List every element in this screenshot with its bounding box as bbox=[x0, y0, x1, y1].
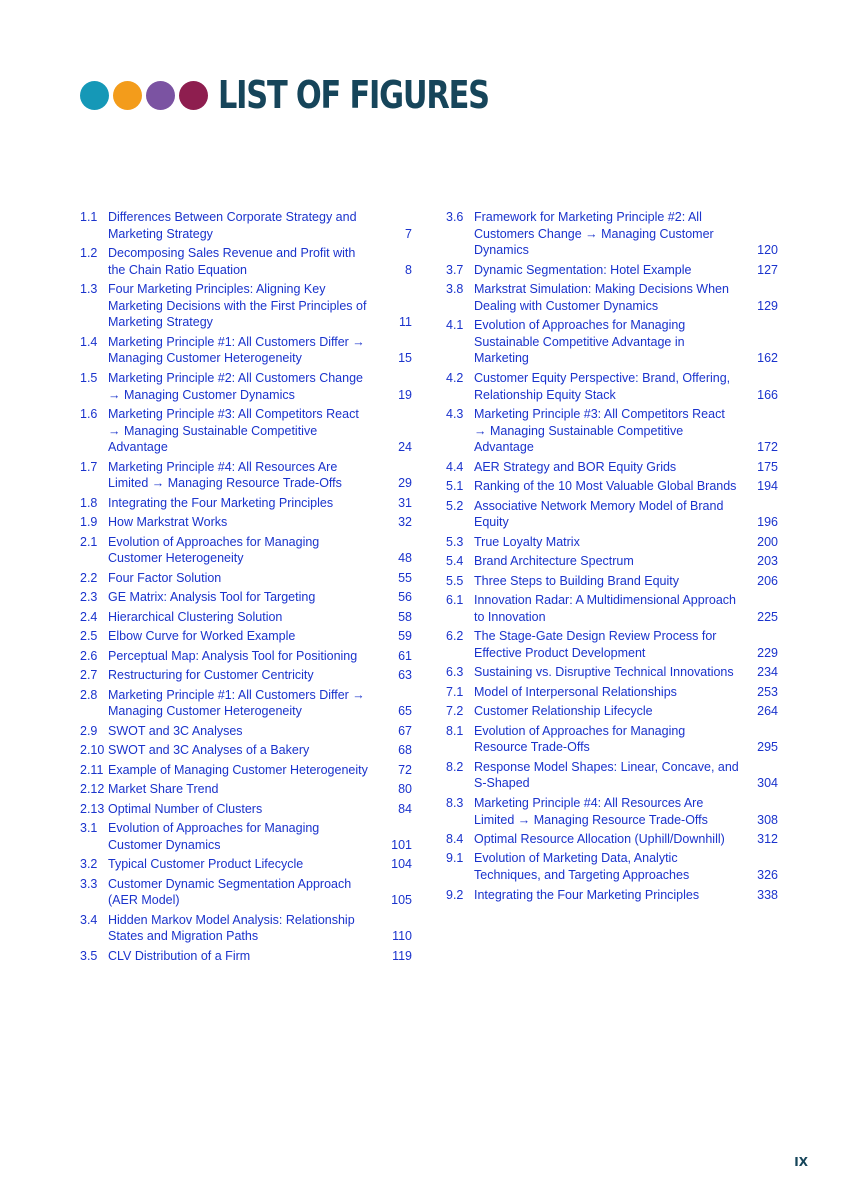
figure-number: 1.5 bbox=[80, 370, 98, 385]
figure-entry[interactable] bbox=[80, 742, 412, 759]
figure-title: Hidden Markov Model Analysis: Relationship States and Migration Paths bbox=[108, 912, 355, 944]
figure-number: 3.6 bbox=[446, 210, 464, 224]
figure-title: Customer Dynamic Segmentation Approach (AER Model) bbox=[108, 876, 352, 908]
figure-title: Integrating the Four Marketing Principles bbox=[108, 495, 334, 510]
figure-title: Markstrat Simulation: Making Decisions When Dealing with Customer Dynamics bbox=[474, 282, 729, 313]
figure-number: 3.4 bbox=[80, 912, 98, 927]
figure-entry[interactable] bbox=[80, 912, 412, 945]
figure-entry[interactable] bbox=[446, 703, 778, 720]
figure-number: 4.2 bbox=[446, 370, 464, 385]
figure-number: 2.8 bbox=[80, 687, 98, 702]
figure-entry[interactable] bbox=[80, 209, 412, 242]
figure-entry[interactable] bbox=[80, 589, 412, 606]
figure-page: 48 bbox=[398, 551, 412, 566]
figure-page: 61 bbox=[398, 648, 412, 663]
figure-number: 4.4 bbox=[446, 459, 464, 474]
figure-title: Hierarchical Clustering Solution bbox=[108, 609, 283, 624]
figure-number: 1.3 bbox=[80, 282, 98, 297]
purple-dot-icon bbox=[146, 81, 175, 110]
figure-page: 80 bbox=[398, 782, 412, 797]
figure-number: 2.9 bbox=[80, 723, 98, 738]
figure-entry[interactable] bbox=[446, 795, 778, 828]
figure-title: AER Strategy and BOR Equity Grids bbox=[474, 459, 677, 474]
figure-page: 338 bbox=[757, 887, 778, 902]
figure-page: 175 bbox=[757, 459, 778, 474]
figure-title: True Loyalty Matrix bbox=[474, 534, 580, 549]
figure-page: 166 bbox=[757, 387, 778, 402]
figure-title: Evolution of Approaches for Managing Customer Heterogeneity bbox=[108, 534, 320, 566]
figure-page: 295 bbox=[757, 740, 778, 755]
figure-page: 72 bbox=[398, 762, 412, 777]
figure-page: 7 bbox=[405, 226, 412, 241]
figure-title: Sustaining vs. Disruptive Technical Innovations bbox=[474, 665, 734, 680]
figure-title: Brand Architecture Spectrum bbox=[474, 554, 634, 569]
figure-entry[interactable] bbox=[446, 478, 778, 495]
figure-entry[interactable] bbox=[80, 281, 412, 331]
figure-title: Three Steps to Building Brand Equity bbox=[474, 573, 679, 588]
figure-page: 225 bbox=[757, 609, 778, 624]
figure-title: Dynamic Segmentation: Hotel Example bbox=[474, 262, 692, 277]
figure-number: 2.11 bbox=[80, 762, 104, 777]
figure-page: 206 bbox=[757, 573, 778, 588]
figure-entry[interactable] bbox=[80, 628, 412, 645]
figure-number: 2.13 bbox=[80, 801, 105, 816]
figure-entry[interactable] bbox=[446, 723, 778, 756]
figure-page: 8 bbox=[405, 262, 412, 277]
figure-title: Optimal Number of Clusters bbox=[108, 801, 263, 816]
figure-number: 8.4 bbox=[446, 832, 464, 846]
figure-entry[interactable] bbox=[80, 334, 412, 367]
figure-page: 264 bbox=[757, 704, 778, 719]
figure-number: 3.3 bbox=[80, 876, 98, 891]
figure-page: 31 bbox=[398, 495, 412, 510]
figure-entry[interactable] bbox=[446, 370, 778, 403]
figure-title: Model of Interpersonal Relationships bbox=[474, 684, 677, 699]
figure-entry[interactable] bbox=[80, 609, 412, 626]
page-header bbox=[80, 70, 557, 120]
figure-page: 253 bbox=[757, 684, 778, 699]
figure-title: Differences Between Corporate Strategy and Marketing Strategy bbox=[108, 210, 357, 241]
figure-number: 8.2 bbox=[446, 759, 464, 774]
maroon-dot-icon bbox=[179, 81, 208, 110]
figure-entry[interactable] bbox=[446, 628, 778, 661]
figure-entry[interactable] bbox=[80, 801, 412, 818]
figure-page: 59 bbox=[398, 629, 412, 644]
figure-title: Marketing Principle #1: All Customers Differ → Managing Customer Heterogeneity bbox=[108, 687, 365, 719]
figure-page: 65 bbox=[398, 704, 412, 719]
figure-number: 4.1 bbox=[446, 318, 464, 333]
figure-title: Associative Network Memory Model of Brand Equity bbox=[474, 498, 724, 530]
figure-entry[interactable] bbox=[80, 781, 412, 798]
figure-number: 2.12 bbox=[80, 782, 105, 797]
figure-entry[interactable] bbox=[446, 592, 778, 625]
figure-entry[interactable] bbox=[80, 948, 412, 965]
figure-entry[interactable] bbox=[446, 759, 778, 792]
figure-number: 3.8 bbox=[446, 282, 464, 297]
figure-number: 9.2 bbox=[446, 887, 464, 902]
figure-number: 5.5 bbox=[446, 573, 464, 588]
figure-title: Evolution of Approaches for Managing Resource Trade-Offs bbox=[474, 723, 686, 755]
figure-title: SWOT and 3C Analyses of a Bakery bbox=[108, 743, 310, 758]
figure-number: 3.2 bbox=[80, 857, 98, 872]
figure-title: Elbow Curve for Worked Example bbox=[108, 629, 296, 644]
figure-entry[interactable] bbox=[80, 459, 412, 492]
figure-page: 105 bbox=[391, 893, 412, 908]
figure-number: 7.2 bbox=[446, 704, 464, 719]
figure-title: Four Factor Solution bbox=[108, 570, 222, 585]
figure-page: 200 bbox=[757, 534, 778, 549]
figure-title: Customer Relationship Lifecycle bbox=[474, 704, 653, 719]
figure-title: Four Marketing Principles: Aligning Key Marketing Decisions with the First Principles of Marketing Strategy bbox=[108, 282, 367, 330]
figure-number: 2.1 bbox=[80, 534, 98, 549]
figure-entry[interactable] bbox=[80, 667, 412, 684]
figure-title: Framework for Marketing Principle #2: All Customers Change → Managing Customer Dynamics bbox=[474, 210, 714, 258]
figure-page: 326 bbox=[757, 868, 778, 883]
figure-page: 11 bbox=[399, 315, 412, 330]
figure-title: Response Model Shapes: Linear, Concave, and S-Shaped bbox=[474, 759, 739, 791]
figure-page: 172 bbox=[757, 440, 778, 455]
figure-title: Marketing Principle #3: All Competitors React → Managing Sustainable Competitive Advantage bbox=[108, 406, 359, 455]
figure-number: 1.7 bbox=[80, 459, 98, 474]
figure-page: 110 bbox=[392, 929, 412, 944]
figure-title: Marketing Principle #3: All Competitors React → Managing Sustainable Competitive Advantage bbox=[474, 406, 725, 455]
figure-page: 129 bbox=[757, 298, 778, 313]
figure-page: 32 bbox=[398, 515, 412, 530]
figure-number: 5.2 bbox=[446, 498, 464, 513]
figure-number: 6.2 bbox=[446, 629, 464, 644]
page-number: IX bbox=[794, 1155, 808, 1169]
figure-entry[interactable] bbox=[80, 514, 412, 531]
figure-page: 68 bbox=[398, 743, 412, 758]
figure-number: 5.1 bbox=[446, 479, 464, 494]
figure-entry[interactable] bbox=[446, 317, 778, 367]
figure-page: 162 bbox=[757, 351, 778, 366]
orange-dot-icon bbox=[113, 81, 142, 110]
figure-title: Evolution of Approaches for Managing Sustainable Competitive Advantage in Marketing bbox=[474, 318, 686, 366]
figure-entry[interactable] bbox=[446, 850, 778, 883]
figure-page: 120 bbox=[757, 243, 778, 258]
figure-title: SWOT and 3C Analyses bbox=[108, 723, 243, 738]
figure-title: Evolution of Approaches for Managing Customer Dynamics bbox=[108, 821, 320, 852]
figure-number: 1.9 bbox=[80, 515, 98, 530]
figures-column-left bbox=[80, 209, 412, 967]
figure-entry[interactable] bbox=[80, 648, 412, 665]
page-title: LIST OF FIGURES bbox=[218, 73, 489, 117]
figure-title: CLV Distribution of a Firm bbox=[108, 948, 251, 963]
figure-number: 2.10 bbox=[80, 743, 105, 758]
figure-entry[interactable] bbox=[446, 406, 778, 456]
figure-page: 304 bbox=[757, 776, 778, 791]
figure-title: Decomposing Sales Revenue and Profit with the Chain Ratio Equation bbox=[108, 246, 356, 277]
figure-title: Marketing Principle #2: All Customers Change → Managing Customer Dynamics bbox=[108, 370, 363, 402]
figure-entry[interactable] bbox=[80, 570, 412, 587]
figure-entry[interactable] bbox=[80, 406, 412, 456]
figure-page: 55 bbox=[398, 570, 412, 585]
figure-page: 312 bbox=[757, 832, 778, 846]
figure-number: 2.5 bbox=[80, 629, 98, 644]
figure-page: 119 bbox=[392, 948, 412, 963]
figure-page: 234 bbox=[757, 665, 778, 680]
figure-title: Integrating the Four Marketing Principles bbox=[474, 887, 700, 902]
figure-page: 127 bbox=[757, 262, 778, 277]
figure-number: 5.4 bbox=[446, 554, 464, 569]
figure-title: The Stage-Gate Design Review Process for Effective Product Development bbox=[474, 629, 717, 660]
figure-entry[interactable] bbox=[446, 664, 778, 681]
figure-entry[interactable] bbox=[80, 687, 412, 720]
figure-number: 8.3 bbox=[446, 795, 464, 810]
figure-page: 308 bbox=[757, 812, 778, 827]
figure-entry[interactable] bbox=[80, 245, 412, 278]
figure-title: Marketing Principle #4: All Resources Are Limited → Managing Resource Trade-Offs bbox=[108, 459, 342, 491]
figure-entry[interactable] bbox=[446, 209, 778, 259]
figure-title: Example of Managing Customer Heterogeneity bbox=[108, 762, 368, 777]
figure-number: 1.4 bbox=[80, 334, 98, 349]
figure-number: 3.7 bbox=[446, 262, 464, 277]
figure-number: 2.3 bbox=[80, 590, 98, 605]
figure-number: 2.6 bbox=[80, 648, 98, 663]
figure-entry[interactable] bbox=[80, 370, 412, 403]
figure-number: 2.2 bbox=[80, 570, 98, 585]
figure-number: 4.3 bbox=[446, 406, 464, 421]
figure-title: Ranking of the 10 Most Valuable Global Brands bbox=[474, 479, 737, 494]
figure-number: 7.1 bbox=[446, 684, 464, 699]
figure-page: 203 bbox=[757, 554, 778, 569]
figure-title: Marketing Principle #4: All Resources Are Limited → Managing Resource Trade-Offs bbox=[474, 795, 708, 827]
figure-number: 3.1 bbox=[80, 821, 98, 836]
figure-number: 1.2 bbox=[80, 246, 98, 261]
figure-page: 19 bbox=[398, 387, 412, 402]
figure-page: 56 bbox=[398, 590, 412, 605]
figure-title: Customer Equity Perspective: Brand, Offering, Relationship Equity Stack bbox=[474, 370, 731, 402]
figure-entry[interactable] bbox=[446, 281, 778, 314]
figure-entry[interactable] bbox=[80, 820, 412, 853]
figure-page: 63 bbox=[398, 668, 412, 683]
figure-title: Restructuring for Customer Centricity bbox=[108, 668, 314, 683]
figure-number: 2.4 bbox=[80, 609, 98, 624]
figure-number: 9.1 bbox=[446, 851, 464, 866]
figure-title: Marketing Principle #1: All Customers Differ → Managing Customer Heterogeneity bbox=[108, 334, 365, 366]
figure-entry[interactable] bbox=[80, 534, 412, 567]
figure-entry[interactable] bbox=[446, 459, 778, 476]
figure-number: 1.8 bbox=[80, 495, 98, 510]
figure-number: 1.1 bbox=[80, 210, 98, 224]
figure-number: 3.5 bbox=[80, 948, 98, 963]
figure-page: 229 bbox=[757, 645, 778, 660]
figures-column-right bbox=[446, 209, 778, 906]
figure-page: 194 bbox=[757, 479, 778, 494]
figure-number: 2.7 bbox=[80, 668, 98, 683]
figure-number: 6.3 bbox=[446, 665, 464, 680]
figure-title: Evolution of Marketing Data, Analytic Techniques, and Targeting Approaches bbox=[474, 851, 690, 883]
figure-page: 67 bbox=[398, 723, 412, 738]
figure-number: 6.1 bbox=[446, 593, 464, 608]
figure-entry[interactable] bbox=[446, 262, 778, 279]
figure-number: 5.3 bbox=[446, 534, 464, 549]
figure-entry[interactable] bbox=[446, 553, 778, 570]
figure-page: 104 bbox=[391, 857, 412, 872]
figure-entry[interactable] bbox=[446, 573, 778, 590]
figure-entry[interactable] bbox=[446, 831, 778, 848]
figure-entry[interactable] bbox=[80, 876, 412, 909]
figure-entry[interactable] bbox=[446, 534, 778, 551]
figure-entry[interactable] bbox=[80, 723, 412, 740]
figure-title: How Markstrat Works bbox=[108, 515, 228, 530]
figure-title: Optimal Resource Allocation (Uphill/Downhill) bbox=[474, 832, 725, 846]
figure-number: 8.1 bbox=[446, 723, 464, 738]
figure-number: 1.6 bbox=[80, 406, 98, 421]
figure-title: Typical Customer Product Lifecycle bbox=[108, 857, 304, 872]
figure-entry[interactable] bbox=[80, 762, 412, 779]
figure-entry[interactable] bbox=[446, 684, 778, 701]
figure-page: 24 bbox=[398, 440, 412, 455]
figure-title: Perceptual Map: Analysis Tool for Positioning bbox=[108, 648, 358, 663]
figure-title: GE Matrix: Analysis Tool for Targeting bbox=[108, 590, 316, 605]
figure-title: Innovation Radar: A Multidimensional Approach to Innovation bbox=[474, 593, 736, 624]
figure-entry[interactable] bbox=[80, 856, 412, 873]
figure-page: 29 bbox=[398, 476, 412, 491]
figure-page: 84 bbox=[398, 801, 412, 816]
figure-entry[interactable] bbox=[446, 887, 778, 904]
figure-page: 196 bbox=[757, 515, 778, 530]
figure-entry[interactable] bbox=[80, 495, 412, 512]
figure-page: 58 bbox=[398, 609, 412, 624]
figure-page: 15 bbox=[398, 351, 412, 366]
figure-page: 101 bbox=[391, 837, 412, 852]
teal-dot-icon bbox=[80, 81, 109, 110]
figure-entry[interactable] bbox=[446, 498, 778, 531]
figure-title: Market Share Trend bbox=[108, 782, 219, 797]
